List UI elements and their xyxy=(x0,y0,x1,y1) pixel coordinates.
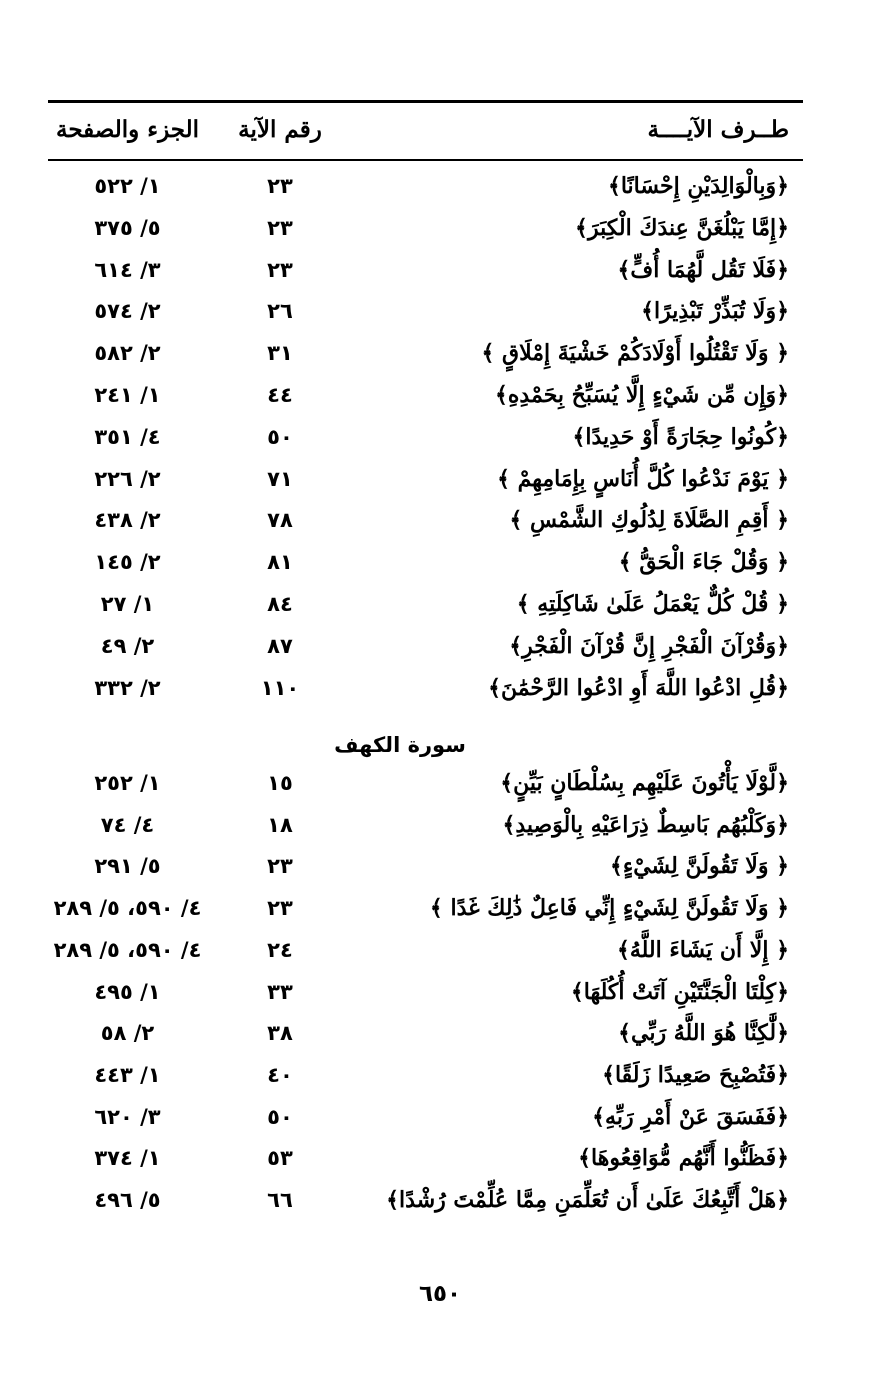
part-page-cell: ٣/ ٦٢٠ xyxy=(94,1104,161,1129)
verse-cell: ﴿كِلْتَا الْجَنَّتَيْنِ آتَتْ أُكُلَهَا﴾ xyxy=(570,978,789,1005)
verse-number-cell: ٢٤ xyxy=(267,937,293,962)
part-page-cell: ٤/ ٥٩٠، ٥/ ٢٨٩ xyxy=(53,896,202,921)
verse-number-cell: ٢٦ xyxy=(267,299,293,324)
table-row xyxy=(0,1138,879,1178)
surah-title: سورة الكهف xyxy=(334,733,466,757)
verse-cell: ﴿كُونُوا حِجَارَةً أَوْ حَدِيدًا﴾ xyxy=(572,423,789,450)
table-row xyxy=(0,417,879,457)
verse-cell: ﴿وَقُرْآنَ الْفَجْرِ إِنَّ قُرْآنَ الْفَجْرِ﴾ xyxy=(509,632,789,659)
verse-cell: ﴿فَظَنُّوا أَنَّهُم مُّوَاقِعُوهَا﴾ xyxy=(578,1145,789,1172)
table-row xyxy=(0,972,879,1012)
table-row xyxy=(0,846,879,886)
verse-cell: ﴿إِمَّا يَبْلُغَنَّ عِندَكَ الْكِبَرَ﴾ xyxy=(575,214,789,241)
verse-number-cell: ٢٣ xyxy=(267,896,293,921)
header-verse: طــرف الآيــــة xyxy=(647,116,789,143)
part-page-cell: ٢/ ٤٩ xyxy=(100,633,155,658)
verse-cell: ﴿ إِلَّا أَن يَشَاءَ اللَّهُ﴾ xyxy=(616,936,789,963)
table-row xyxy=(0,500,879,540)
part-page-cell: ٣/ ٦١٤ xyxy=(94,257,161,282)
table-row xyxy=(0,166,879,206)
verse-number-cell: ٨٧ xyxy=(267,633,293,658)
table-row xyxy=(0,1055,879,1095)
table-row xyxy=(0,459,879,499)
verse-number-cell: ٢٣ xyxy=(267,215,293,240)
verse-cell: ﴿وَلَا تُبَذِّرْ تَبْذِيرًا﴾ xyxy=(641,298,789,325)
verse-cell: ﴿فَتُصْبِحَ صَعِيدًا زَلَقًا﴾ xyxy=(602,1061,789,1088)
table-row xyxy=(0,291,879,331)
verse-number-cell: ٨٤ xyxy=(267,592,293,616)
header-verse-number: رقم الآية xyxy=(238,116,322,143)
part-page-cell: ٤/ ٣٥١ xyxy=(94,424,161,449)
verse-number-cell: ٥٠ xyxy=(267,1104,293,1129)
table-row xyxy=(0,763,879,803)
verse-number-cell: ٥٠ xyxy=(267,424,293,449)
verse-cell: ﴿ أَقِمِ الصَّلَاةَ لِدُلُوكِ الشَّمْسِ ﴾ xyxy=(509,507,789,534)
part-page-cell: ٢/ ٥٨٢ xyxy=(94,341,161,366)
verse-cell: ﴿فَلَا تَقُل لَّهُمَا أُفٍّ﴾ xyxy=(617,256,789,283)
table-row xyxy=(0,1180,879,1220)
part-page-cell: ٢/ ١٤٥ xyxy=(94,550,161,575)
verse-number-cell: ٧٨ xyxy=(267,508,293,533)
part-page-cell: ٢/ ٢٢٦ xyxy=(94,466,161,491)
verse-cell: ﴿ قُلْ كُلٌّ يَعْمَلُ عَلَىٰ شَاكِلَتِهِ ﴾ xyxy=(516,591,789,617)
verse-cell: ﴿وَإِن مِّن شَيْءٍ إِلَّا يُسَبِّحُ بِحَمْدِهِ﴾ xyxy=(495,382,789,408)
table-row xyxy=(0,250,879,290)
verse-cell: ﴿وَكَلْبُهُم بَاسِطٌ ذِرَاعَيْهِ بِالْوَصِيدِ﴾ xyxy=(502,811,789,838)
verse-number-cell: ٣٨ xyxy=(267,1021,293,1046)
part-page-cell: ٢/ ٥٧٤ xyxy=(94,299,161,324)
table-row xyxy=(0,626,879,666)
table-row xyxy=(0,1013,879,1053)
table-row xyxy=(0,805,879,845)
verse-number-cell: ٤٠ xyxy=(267,1062,293,1087)
header-rule xyxy=(48,159,803,161)
verse-cell: ﴿فَفَسَقَ عَنْ أَمْرِ رَبِّهِ﴾ xyxy=(592,1103,789,1130)
part-page-cell: ٢/ ٤٣٨ xyxy=(94,508,161,533)
verse-cell: ﴿لَّوْلَا يَأْتُونَ عَلَيْهِم بِسُلْطَانٍ بَيِّنٍ﴾ xyxy=(500,770,789,796)
page-number: ٦٥٠ xyxy=(418,1281,462,1307)
verse-number-cell: ٦٦ xyxy=(267,1188,293,1212)
table-row xyxy=(0,584,879,624)
verse-number-cell: ٨١ xyxy=(267,550,293,575)
part-page-cell: ١/ ٢٤١ xyxy=(94,383,161,407)
verse-cell: ﴿ وَلَا تَقُولَنَّ لِشَيْءٍ إِنِّي فَاعِلٌ ذَٰلِكَ غَدًا ﴾ xyxy=(429,895,789,922)
table-row xyxy=(0,375,879,415)
verse-cell: ﴿ وَقُلْ جَاءَ الْحَقُّ ﴾ xyxy=(618,549,789,576)
verse-number-cell: ٣٣ xyxy=(267,979,293,1004)
part-page-cell: ١/ ٥٢٢ xyxy=(94,174,161,198)
table-row xyxy=(0,888,879,928)
part-page-cell: ٢/ ٣٣٢ xyxy=(94,675,161,700)
verse-number-cell: ٥٣ xyxy=(267,1146,293,1171)
verse-number-cell: ٢٣ xyxy=(267,174,293,198)
table-row xyxy=(0,930,879,970)
verse-number-cell: ١١٠ xyxy=(260,675,300,700)
verse-cell: ﴿وَبِالْوَالِدَيْنِ إِحْسَانًا﴾ xyxy=(607,173,789,199)
part-page-cell: ١/ ٢٥٢ xyxy=(94,771,161,795)
verse-cell: ﴿ يَوْمَ نَدْعُوا كُلَّ أُنَاسٍ بِإِمَامِهِمْ ﴾ xyxy=(497,465,789,492)
verse-cell: ﴿ وَلَا تَقُولَنَّ لِشَيْءٍ﴾ xyxy=(609,853,789,880)
verse-number-cell: ١٥ xyxy=(267,771,293,795)
table-row xyxy=(0,668,879,708)
verse-cell: ﴿لَّٰكِنَّا هُوَ اللَّهُ رَبِّي﴾ xyxy=(618,1020,789,1047)
part-page-cell: ١/ ٤٤٣ xyxy=(94,1062,161,1087)
verse-cell: ﴿هَلْ أَتَّبِعُكَ عَلَىٰ أَن تُعَلِّمَنِ مِمَّا عُلِّمْتَ رُشْدًا﴾ xyxy=(386,1187,789,1213)
part-page-cell: ١/ ٣٧٤ xyxy=(94,1146,161,1171)
verse-cell: ﴿ وَلَا تَقْتُلُوا أَوْلَادَكُمْ خَشْيَةَ إِمْلَاقٍ ﴾ xyxy=(481,340,789,367)
table-row xyxy=(0,542,879,582)
part-page-cell: ٢/ ٥٨ xyxy=(100,1021,155,1046)
part-page-cell: ٤/ ٥٩٠، ٥/ ٢٨٩ xyxy=(53,937,202,962)
table-row xyxy=(0,333,879,373)
part-page-cell: ١/ ٤٩٥ xyxy=(94,979,161,1004)
part-page-cell: ١/ ٢٧ xyxy=(100,592,155,616)
top-rule xyxy=(48,100,803,103)
header-part-page: الجزء والصفحة xyxy=(55,116,200,143)
verse-number-cell: ٣١ xyxy=(267,341,293,366)
table-row xyxy=(0,208,879,248)
verse-number-cell: ١٨ xyxy=(267,812,293,837)
verse-number-cell: ٢٣ xyxy=(267,854,293,879)
part-page-cell: ٥/ ٤٩٦ xyxy=(94,1188,161,1212)
verse-number-cell: ٢٣ xyxy=(267,257,293,282)
verse-number-cell: ٤٤ xyxy=(267,383,293,407)
verse-number-cell: ٧١ xyxy=(267,466,293,491)
table-row xyxy=(0,1097,879,1137)
part-page-cell: ٥/ ٣٧٥ xyxy=(94,215,161,240)
part-page-cell: ٥/ ٢٩١ xyxy=(94,854,161,879)
verse-cell: ﴿قُلِ ادْعُوا اللَّهَ أَوِ ادْعُوا الرَّحْمَٰنَ﴾ xyxy=(488,674,789,701)
part-page-cell: ٤/ ٧٤ xyxy=(100,812,155,837)
